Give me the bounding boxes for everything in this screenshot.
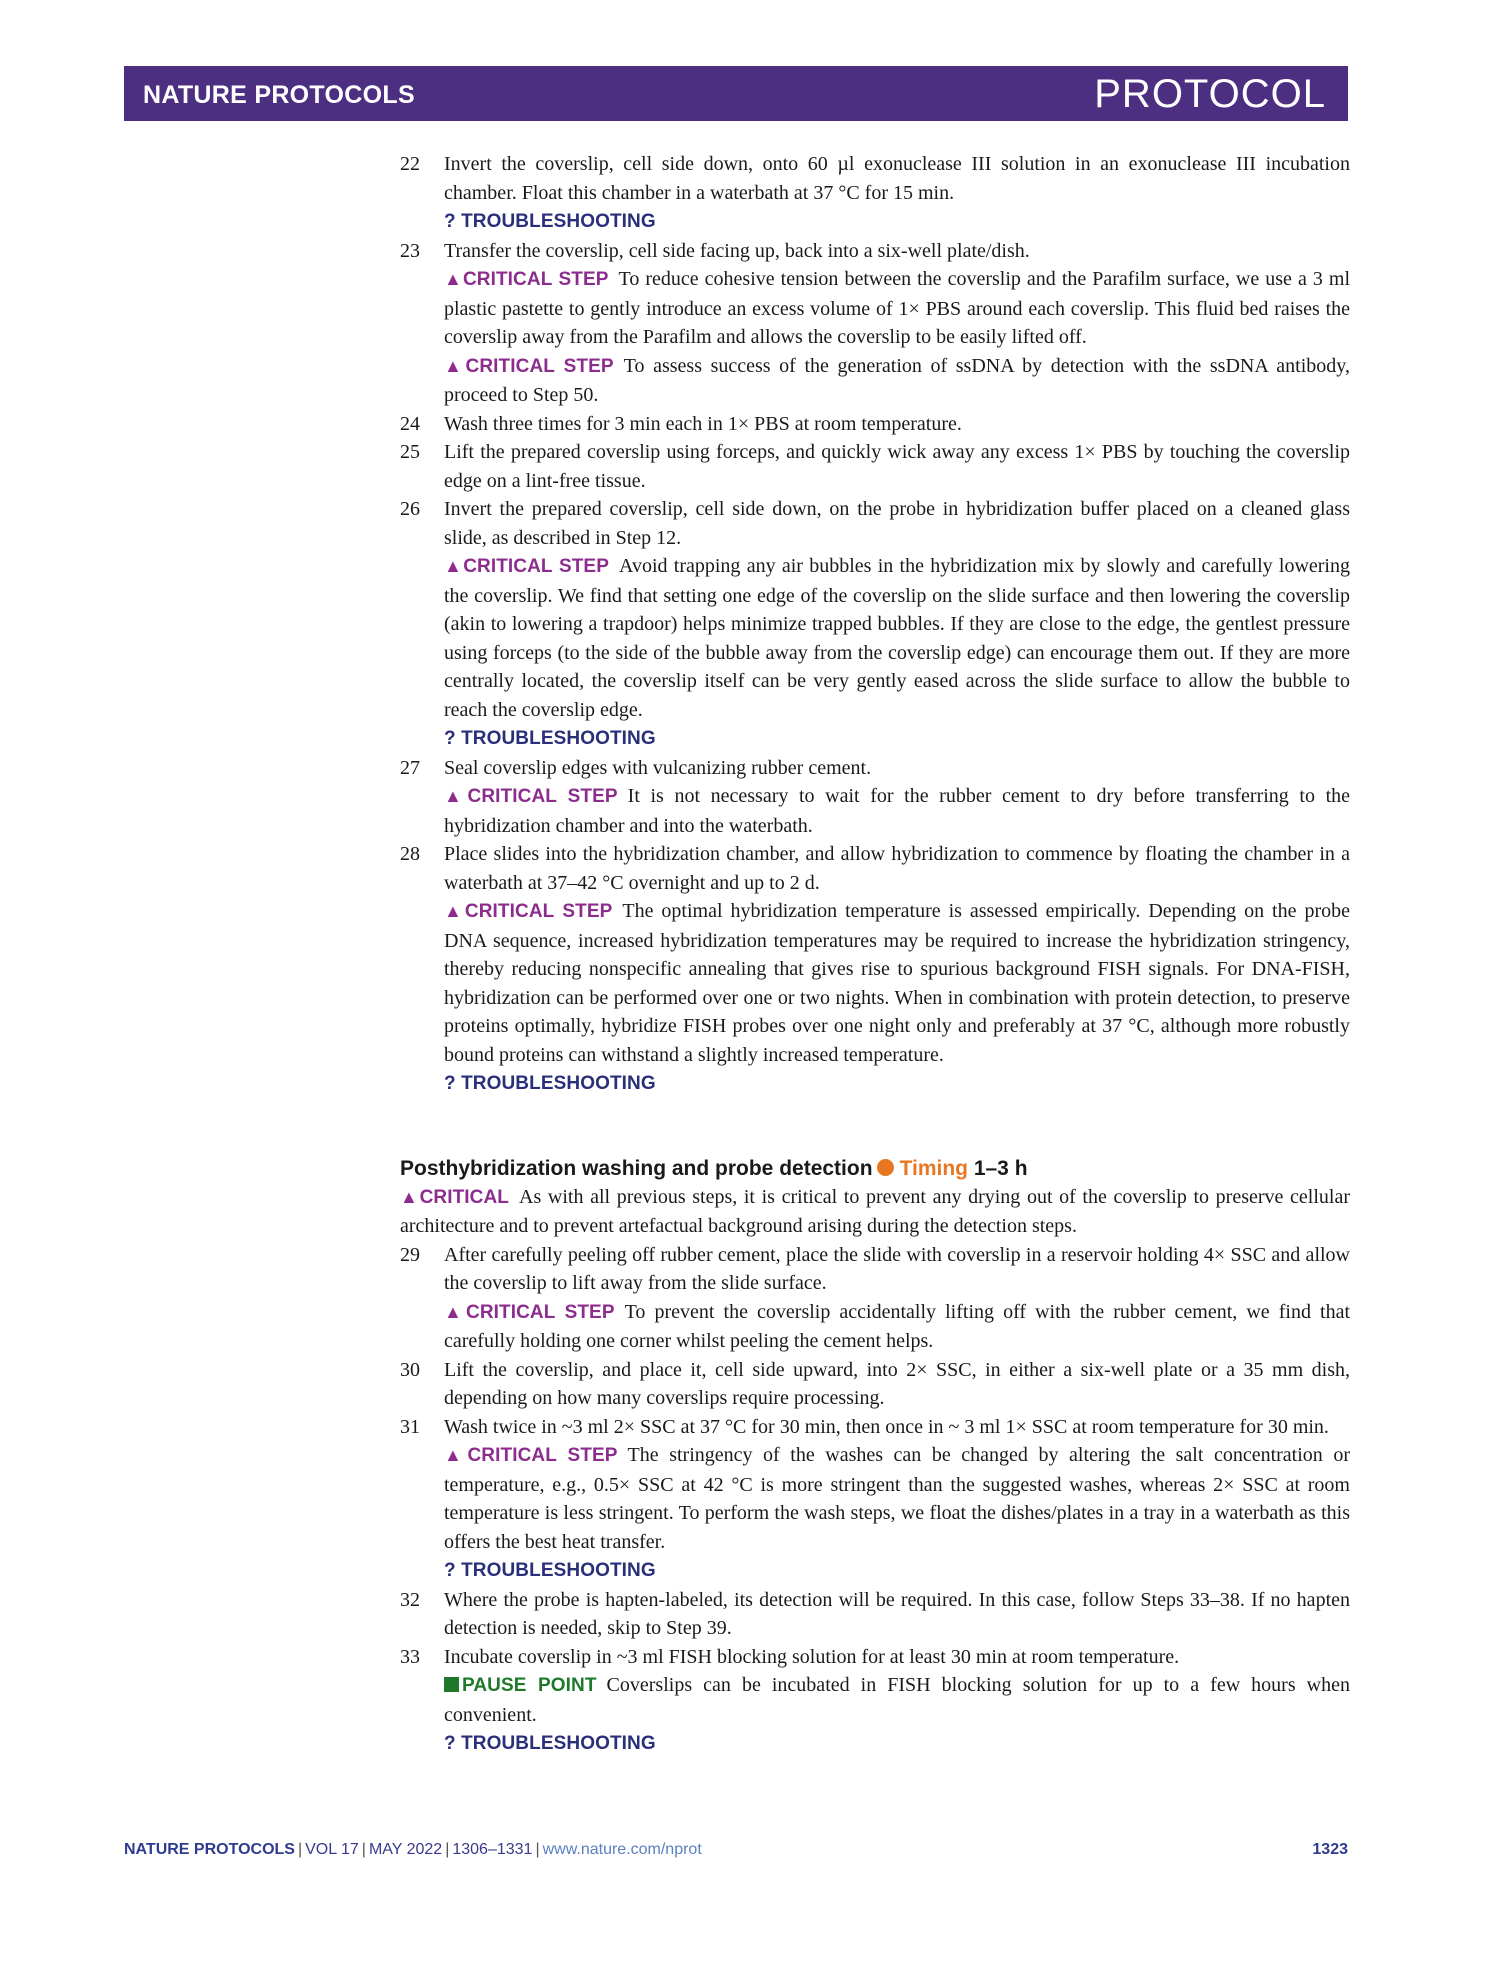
footer-volume: VOL 17 — [305, 1841, 359, 1858]
section-critical-note — [400, 1183, 1350, 1241]
triangle-icon: ▲ — [444, 901, 465, 921]
step-26 — [400, 495, 1350, 754]
step-27 — [400, 754, 1350, 841]
step-number: 28 — [400, 843, 420, 865]
step-text: Wash three times for 3 min each in 1× PBS at room temperature. — [444, 412, 962, 435]
triangle-icon: ▲ — [400, 1186, 420, 1207]
timing-label: Timing — [899, 1156, 968, 1180]
step-number: 24 — [400, 412, 420, 435]
step-number: 33 — [400, 1645, 420, 1668]
critical-label: ▲CRITICAL — [400, 1186, 510, 1208]
troubleshooting-label: ? TROUBLESHOOTING — [444, 1733, 656, 1754]
critical-step-text: To prevent the coverslip accidentally lifting off with the rubber cement, we find that carefully holding one corner whilst peeling the cement helps. — [444, 1300, 1351, 1352]
step-text: Invert the coverslip, cell side down, onto 60 µl exonuclease III solution in an exonuclease III incubation chamber. Float this chamber in a waterbath at 37 °C for 15 min. — [444, 153, 1350, 204]
pause-point-label: PAUSE POINT — [444, 1675, 597, 1696]
step-number: 27 — [400, 756, 420, 779]
critical-step-text: Avoid trapping any air bubbles in the hybridization mix by slowly and carefully lowering the coverslip. We find that setting one edge of the coverslip on the slide surface and then lowering the coverslip (akin to lowering a trapdoor) helps minimize trapped bubbles. If they are close to the edge, the gentlest pressure using forceps (to the side of the bubble away from the coverslip edge) can encourage them out. If they are more centrally located, the coverslip itself can be very gently eased across the slide surface to allow the bubble to reach the coverslip edge. — [444, 555, 1350, 721]
journal-name: NATURE PROTOCOLS — [143, 81, 415, 109]
step-text: Transfer the coverslip, cell side facing up, back into a six-well plate/dish. — [444, 239, 1030, 262]
footer-url-link[interactable]: www.nature.com/nprot — [542, 1841, 702, 1858]
footer-journal: NATURE PROTOCOLS — [124, 1841, 295, 1858]
critical-step-label: ▲CRITICAL STEP — [444, 355, 614, 377]
timing-dot-icon — [877, 1159, 894, 1176]
critical-step-text: The stringency of the washes can be changed by altering the salt concentration or temperature, e.g., 0.5× SSC at 42 °C is more stringent than the suggested washes, whereas 2× SSC at room temperature is less stringent. To perform the wash steps, we float the dishes/plates in a tray in a waterbath as this offers the best heat transfer. — [444, 1444, 1351, 1553]
section-heading — [400, 1155, 1350, 1183]
step-number: 23 — [400, 239, 420, 262]
triangle-icon: ▲ — [444, 556, 464, 576]
triangle-icon: ▲ — [444, 1301, 466, 1322]
critical-step-text: To reduce cohesive tension between the coverslip and the Parafilm surface, we use a 3 ml plastic pastette to gently introduce an excess volume of 1× PBS around each coverslip. This fluid bed raises the coverslip away from the Parafilm and allows the coverslip to be easily lifted off. — [444, 268, 1350, 348]
triangle-icon: ▲ — [444, 269, 463, 289]
article-type: PROTOCOL — [1094, 72, 1326, 116]
page-number: 1323 — [1312, 1841, 1348, 1858]
page-footer — [124, 1841, 1348, 1865]
troubleshooting-label: ? TROUBLESHOOTING — [444, 1560, 656, 1581]
step-31 — [400, 1413, 1350, 1586]
step-29 — [400, 1241, 1350, 1356]
step-30 — [400, 1356, 1350, 1413]
step-23 — [400, 237, 1350, 410]
troubleshooting-label: ? TROUBLESHOOTING — [444, 728, 656, 749]
critical-step-label: ▲CRITICAL STEP — [444, 1301, 615, 1323]
header-banner — [124, 66, 1348, 121]
critical-step-text: It is not necessary to wait for the rubber cement to dry before transferring to the hybridization chamber and into the waterbath. — [444, 785, 1351, 837]
step-24 — [400, 410, 1350, 439]
triangle-icon: ▲ — [444, 1445, 468, 1465]
timing-value: 1–3 h — [973, 1156, 1028, 1180]
step-text: Place slides into the hybridization chamber, and allow hybridization to commence by floating the chamber in a waterbath at 37–42 °C overnight and up to 2 d. — [444, 843, 1350, 894]
step-text: Invert the prepared coverslip, cell side down, on the probe in hybridization buffer placed on a cleaned glass slide, as described in Step 12. — [444, 498, 1350, 549]
step-text: Wash twice in ~3 ml 2× SSC at 37 °C for 30 min, then once in ~ 3 ml 1× SSC at room temperature for 30 min. — [444, 1415, 1329, 1438]
pause-square-icon — [444, 1677, 459, 1692]
step-22 — [400, 150, 1350, 237]
step-number: 32 — [400, 1588, 420, 1611]
protocol-body — [400, 150, 1350, 1759]
footer-citation: NATURE PROTOCOLS | VOL 17 | MAY 2022 | 1306–1331 | www.nature.com/nprot — [124, 1841, 702, 1858]
step-33 — [400, 1643, 1350, 1759]
footer-pages: 1306–1331 — [452, 1841, 533, 1858]
step-28 — [400, 840, 1350, 1099]
critical-step-label: ▲CRITICAL STEP — [444, 786, 618, 807]
troubleshooting-label: ? TROUBLESHOOTING — [444, 1073, 656, 1094]
step-number: 30 — [400, 1358, 420, 1381]
critical-step-text: To assess success of the generation of ssDNA by detection with the ssDNA antibody, proceed to Step 50. — [444, 354, 1350, 406]
critical-text: As with all previous steps, it is critical to prevent any drying out of the coverslip to preserve cellular architecture and to prevent artefactual background arising during the detection steps. — [400, 1185, 1350, 1237]
step-number: 26 — [400, 498, 420, 520]
step-number: 25 — [400, 441, 420, 463]
step-25 — [400, 438, 1350, 495]
step-number: 31 — [400, 1415, 420, 1438]
section-title: Posthybridization washing and probe detection — [400, 1156, 873, 1180]
step-text: Lift the coverslip, and place it, cell side upward, into 2× SSC, in either a six-well plate or a 35 mm dish, depending on how many coverslips require processing. — [444, 1358, 1350, 1409]
critical-step-label: ▲CRITICAL STEP — [444, 901, 613, 922]
troubleshooting-label: ? TROUBLESHOOTING — [444, 211, 656, 232]
step-text: Incubate coverslip in ~3 ml FISH blocking solution for at least 30 min at room temperature. — [444, 1645, 1180, 1668]
triangle-icon: ▲ — [444, 786, 468, 806]
critical-step-label: ▲CRITICAL STEP — [444, 269, 609, 290]
step-number: 29 — [400, 1243, 420, 1266]
critical-step-label: ▲CRITICAL STEP — [444, 1445, 618, 1466]
triangle-icon: ▲ — [444, 355, 466, 376]
step-text: After carefully peeling off rubber cement, place the slide with coverslip in a reservoir holding 4× SSC and allow the coverslip to lift away from the slide surface. — [444, 1243, 1350, 1294]
footer-date: MAY 2022 — [368, 1841, 443, 1858]
critical-step-text: The optimal hybridization temperature is assessed empirically. Depending on the probe DNA sequence, increased hybridization temperatures may be required to increase the hybridization stringency, thereby reducing nonspecific annealing that gives rise to spurious background FISH signals. For DNA-FISH, hybridization can be performed over one or two nights. When in combination with protein detection, to preserve proteins optimally, hybridize FISH probes over one night only and preferably at 37 °C, although more robustly bound proteins can withstand a slightly increased temperature. — [444, 900, 1350, 1066]
step-32 — [400, 1586, 1350, 1643]
step-number: 22 — [400, 153, 420, 175]
pause-point-text: Coverslips can be incubated in FISH blocking solution for up to a few hours when convenient. — [444, 1674, 1350, 1726]
critical-step-label: ▲CRITICAL STEP — [444, 556, 609, 577]
step-text: Seal coverslip edges with vulcanizing rubber cement. — [444, 756, 872, 779]
step-text: Where the probe is hapten-labeled, its detection will be required. In this case, follow Steps 33–38. If no hapten detection is needed, skip to Step 39. — [444, 1588, 1350, 1639]
step-text: Lift the prepared coverslip using forceps, and quickly wick away any excess 1× PBS by touching the coverslip edge on a lint-free tissue. — [444, 441, 1350, 492]
